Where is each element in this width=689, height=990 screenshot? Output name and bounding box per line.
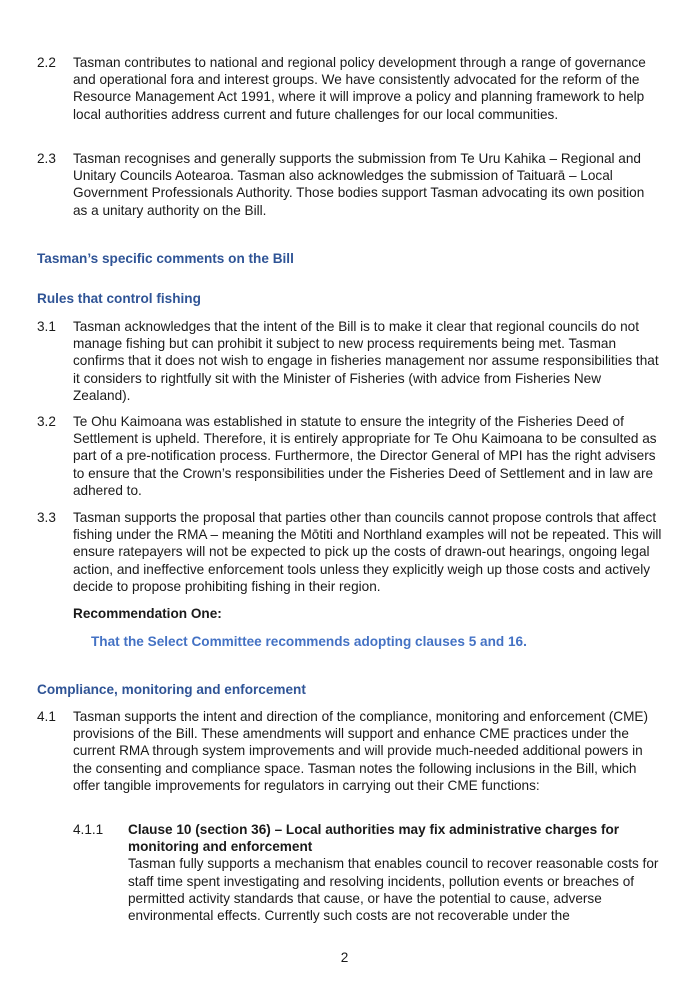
subparagraph-number: 4.1.1 bbox=[73, 822, 104, 837]
paragraph-number: 2.3 bbox=[37, 151, 56, 166]
paragraph-2-2 bbox=[37, 54, 662, 123]
paragraph-3-3 bbox=[37, 509, 662, 595]
paragraph-number: 3.1 bbox=[37, 319, 56, 334]
section-heading-fishing: Rules that control fishing bbox=[37, 291, 201, 306]
paragraph-number: 3.3 bbox=[37, 510, 56, 525]
recommendation-title: Recommendation One: bbox=[73, 606, 222, 621]
subparagraph-4-1-1 bbox=[73, 821, 663, 924]
paragraph-text: Tasman recognises and generally supports the submission from Te Uru Kahika – Regional and Unitary Councils Aotearoa. Tasman also acknowledges the submission of Taituarā – Local Government Professionals Authority. Those bodies support Tasman advocating its own position as a unitary authority on the Bill. bbox=[73, 151, 645, 218]
paragraph-text: Tasman supports the proposal that parties other than councils cannot propose controls that affect fishing under the RMA – meaning the Mōtiti and Northland examples will not be repeated. This will ensure ratepayers will not be expected to pick up the costs of drawn-out hearings, ongoing legal action, and ineffective enforcement tools unless they explicitly weigh up those costs and actively decide to propose prohibiting fishing in their region. bbox=[73, 510, 662, 594]
paragraph-number: 3.2 bbox=[37, 414, 56, 429]
section-heading-specific-comments: Tasman’s specific comments on the Bill bbox=[37, 251, 294, 266]
paragraph-text: Tasman acknowledges that the intent of the Bill is to make it clear that regional councils do not manage fishing but can prohibit it subject to new process requirements being met. Tasman confirms that it does not wish to engage in fisheries management nor assume responsibilities that it considers to rightfully sit with the Minister of Fisheries (with advice from Fisheries New Zealand). bbox=[73, 319, 659, 403]
section-heading-cme: Compliance, monitoring and enforcement bbox=[37, 682, 306, 697]
recommendation-text: That the Select Committee recommends adopting clauses 5 and 16. bbox=[91, 634, 527, 649]
paragraph-number: 4.1 bbox=[37, 709, 56, 724]
paragraph-text: Tasman supports the intent and direction of the compliance, monitoring and enforcement (CME) provisions of the Bill. These amendments will support and enhance CME practices under the current RMA through system improvements and will provide much-needed additional powers in the consenting and compliance space. Tasman notes the following inclusions in the Bill, which offer tangible improvements for regulators in carrying out their CME functions: bbox=[73, 709, 649, 793]
paragraph-4-1 bbox=[37, 708, 662, 794]
paragraph-text: Te Ohu Kaimoana was established in statute to ensure the integrity of the Fisheries Deed of Settlement is upheld. Therefore, it is entirely appropriate for Te Ohu Kaimoana to be consulted as part of a pre-notification process. Furthermore, the Director General of MPI has the right advisers to ensure that the Crown’s responsibilities under the Fisheries Deed of Settlement and in law are adhered to. bbox=[73, 414, 657, 498]
paragraph-3-2 bbox=[37, 413, 662, 499]
paragraph-text: Tasman contributes to national and regional policy development through a range of governance and operational fora and interest groups. We have consistently advocated for the reform of the Resource Management Act 1991, where it will improve a policy and planning framework to help local authorities address current and future challenges for our local communities. bbox=[73, 55, 646, 122]
paragraph-number: 2.2 bbox=[37, 55, 56, 70]
subparagraph-title: Clause 10 (section 36) – Local authorities may fix administrative charges for monitoring and enforcement bbox=[128, 822, 620, 855]
page-number: 2 bbox=[340, 950, 349, 965]
paragraph-3-1 bbox=[37, 318, 662, 404]
paragraph-2-3 bbox=[37, 150, 662, 219]
subparagraph-text: Tasman fully supports a mechanism that enables council to recover reasonable costs for staff time spent investigating and resolving incidents, pollution events or breaches of permitted activity standards that cause, or have the potential to cause, adverse environmental effects. Currently such costs are not recoverable under the bbox=[128, 856, 659, 924]
